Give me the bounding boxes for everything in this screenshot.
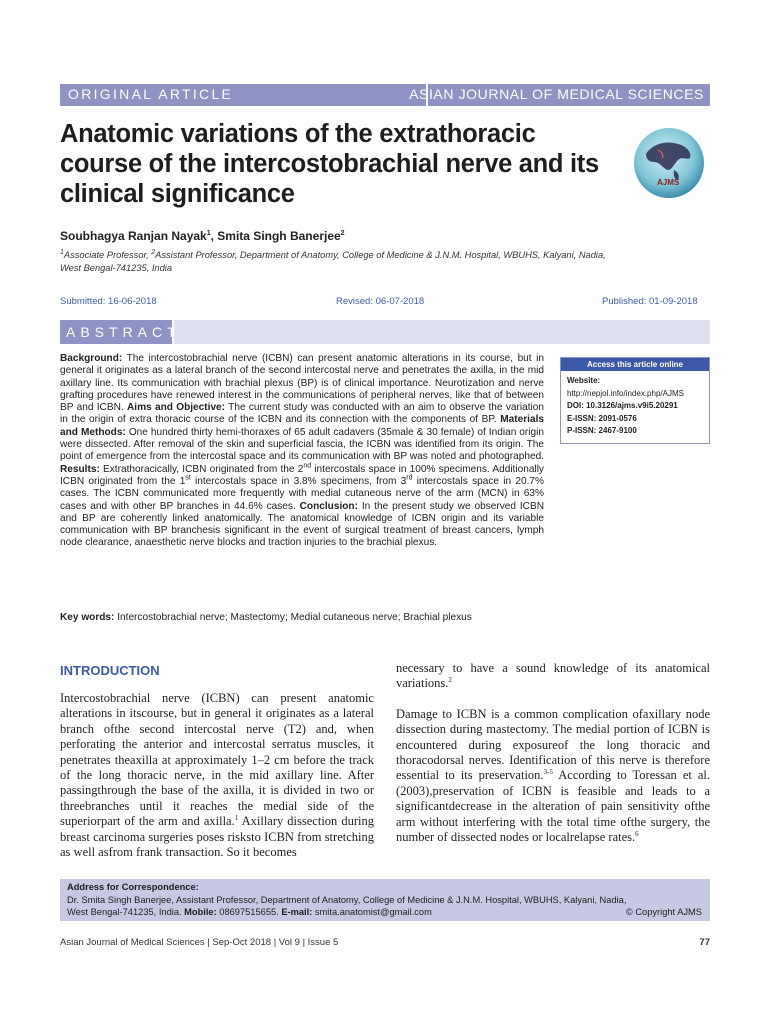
logo-text: AJMS (657, 178, 680, 187)
intro-p1-sup: 1 (234, 814, 239, 823)
background-label: Background: (60, 353, 123, 364)
website-link[interactable]: http://nepjol.info/index.php/AJMS (567, 388, 684, 398)
conclusion-label: Conclusion: (299, 500, 358, 512)
intro-p2-a: necessary to have a sound knowledge of its anatomical variations. (396, 661, 710, 691)
introduction-heading: INTRODUCTION (60, 663, 160, 678)
results-sup-c: rd (406, 474, 413, 482)
access-article-box (560, 357, 710, 444)
pissn-text: P-ISSN: 2467-9100 (567, 426, 637, 435)
background-text: The intercostobrachial nerve (ICBN) can present anatomic alterations in its course, but in general it originates as a lateral branch of the second intercostal nerve and penetrates the axilla, in the mid axillary line. Its communication with brachial plexus (BP) is of clinical importance. Neurotization and nerve grafting procedures have renewed interest in the communications of peripheral nerves, like that of between BP and ICBN. (60, 353, 544, 414)
keywords-label: Key words: (60, 612, 115, 623)
aims-label: Aims and Objective: (126, 402, 226, 414)
author-1: Soubhagya Ranjan Nayak (60, 229, 207, 243)
results-label: Results: (60, 463, 100, 475)
intro-paragraph-3 (396, 707, 710, 846)
conclusion-text: In the present study we observed ICBN and BP are coherently linked anatomically. The anatomical knowledge of ICBN origin and its variable communication with BP branchesis significant in the event of surgical treatment of breast cancers, lymph node clearance, anaesthetic nerve blocks and traction injuries to the brachial plexus. (60, 500, 544, 549)
affiliation-sup-1: 1 (60, 248, 64, 256)
email-address[interactable]: smita.anatomist@gmail.com (312, 907, 432, 917)
doi-text[interactable]: DOI: 10.3126/ajms.v9i5.20291 (567, 401, 678, 410)
keywords-text: Intercostobrachial nerve; Mastectomy; Medial cutaneous nerve; Brachial plexus (114, 612, 472, 623)
revised-date: Revised: 06-07-2018 (336, 296, 425, 307)
mobile-number: 08697515655. (216, 907, 282, 917)
copyright-text: © Copyright AJMS (625, 907, 702, 917)
correspondence-box (60, 879, 710, 921)
author-separator: , (210, 229, 218, 243)
author-1-sup: 1 (206, 230, 211, 237)
published-date: Published: 01-09-2018 (602, 296, 698, 307)
affiliation-text-1: Associate Professor, (63, 250, 152, 260)
keywords (60, 611, 544, 624)
intro-paragraph-1 (60, 691, 374, 860)
methods-label: Materials and Methods: (60, 414, 544, 438)
page-footer (60, 937, 710, 948)
results-text-c: intercostals space in 3.8% specimens, from 3 (190, 475, 407, 487)
intro-p3-b: According to Toressan et al. (2003),preservation of ICBN is feasible and leads to a significantdecrease in the alteration of pain sensitivity ofthe arm without interfering with the total time ofthe surgery, the number of dissected nodes or localrelapse rates. (396, 768, 711, 845)
intro-p1-a: Intercostobrachial nerve (ICBN) can present anatomic alterations in itscourse, but in general it originates as a lateral branch ofthe second intercostal nerve (T2) and, when perforating the anterior and intercostal serratus muscles, it penetrates theaxilla at approximately 1–2 cm before the track of the long thoracic nerve, in the mid axillary line. After passingthrough the base of the axilla, it is divided in two or threebranches until it reaches the medial side of the superiorpart of the arm and axilla. (60, 691, 374, 829)
affiliation (60, 249, 620, 275)
access-box-header: Access this article online (561, 358, 709, 371)
intro-p2-sup: 2 (448, 676, 452, 685)
journal-name-label: ASIAN JOURNAL OF MEDICAL SCIENCES (409, 86, 704, 102)
intro-p3-a: Damage to ICBN is a common complication ofaxillary node dissection during mastectomy. The medial portion of ICBN is encountered during exposureof the long thoracic and thoracodorsal nerves. Identification of this nerve is therefore essential to its preservation. (396, 706, 710, 783)
author-2-sup: 2 (340, 230, 345, 237)
intro-p3-sup-2: 6 (635, 829, 639, 838)
footer-journal-info: Asian Journal of Medical Sciences | Sep-Oct 2018 | Vol 9 | Issue 5 (60, 937, 339, 948)
intro-p1-b: Axillary dissection during breast carcinoma surgeries poses risksto ICBN from stretching as well asfrom frank transaction. So it becomes (60, 814, 374, 860)
author-list (60, 229, 345, 243)
affiliation-sup-2: 2 (151, 248, 156, 256)
correspondence-line-1: Dr. Smita Singh Banerjee, Assistant Professor, Department of Anatomy, College of Medicine & J.N.M. Hospital, WBUHS, Kalyani, Nadia, (67, 895, 627, 905)
page-number: 77 (699, 937, 710, 948)
correspondence-title: Address for Correspondence: (67, 882, 199, 892)
results-text-b: intercostals space in 100% specimens. Additionally ICBN originated from the 1 (60, 463, 544, 487)
mobile-label: Mobile: (184, 907, 217, 917)
intro-left-column (60, 691, 374, 860)
correspondence-address: West Bengal-741235, India. (67, 907, 185, 917)
methods-text: One hundred thirty hemi-thoraxes of 65 adult cadavers (35male & 30 female) of Indian origin were dissected. After removal of the skin and superficial fascia, the ICBN was identified from its origin. The point of emergence from the intercostal space and its communication with BP was noted and photographed. (60, 426, 544, 463)
header-band (60, 84, 710, 106)
abstract-label: ABSTRACT (60, 320, 174, 344)
submitted-date: Submitted: 16-06-2018 (60, 296, 157, 307)
article-type-label: ORIGINAL ARTICLE (68, 86, 234, 102)
intro-right-column (396, 661, 710, 845)
globe-logo-icon (632, 126, 706, 200)
affiliation-text-2: Assistant Professor, Department of Anatomy, College of Medicine & J.N.M. Hospital, WBUHS, Kalyani, Nadia, West Bengal-741235, India (60, 250, 606, 273)
intro-p3-sup-1: 3-5 (543, 768, 553, 777)
results-text-a: Extrathoracically, ICBN originated from the 2 (99, 463, 304, 475)
website-label: Website: (567, 376, 601, 385)
eissn-text: E-ISSN: 2091-0576 (567, 413, 637, 423)
results-sup-a: nd (303, 462, 312, 470)
results-text-d: intercostals space in 20.7% cases. The ICBN communicated more frequently with medial cutaneous nerve of the arm (MCN) in 63% cases and with other BP branches in 44.6% cases. (60, 475, 544, 512)
correspondence-line-2 (67, 907, 432, 917)
results-sup-b: st (185, 474, 191, 482)
email-label: E-mail: (281, 907, 313, 917)
intro-paragraph-2 (396, 661, 710, 692)
aims-text: The current study was conducted with an aim to observe the variation in the origin of extra thoracic course of the ICBN and its connection with the components of BP. (60, 402, 544, 426)
article-title: Anatomic variations of the extrathoracic course of the intercostobrachial nerve and its clinical significance (60, 120, 599, 208)
abstract-text (60, 353, 544, 550)
author-2: Smita Singh Banerjee (217, 229, 341, 243)
